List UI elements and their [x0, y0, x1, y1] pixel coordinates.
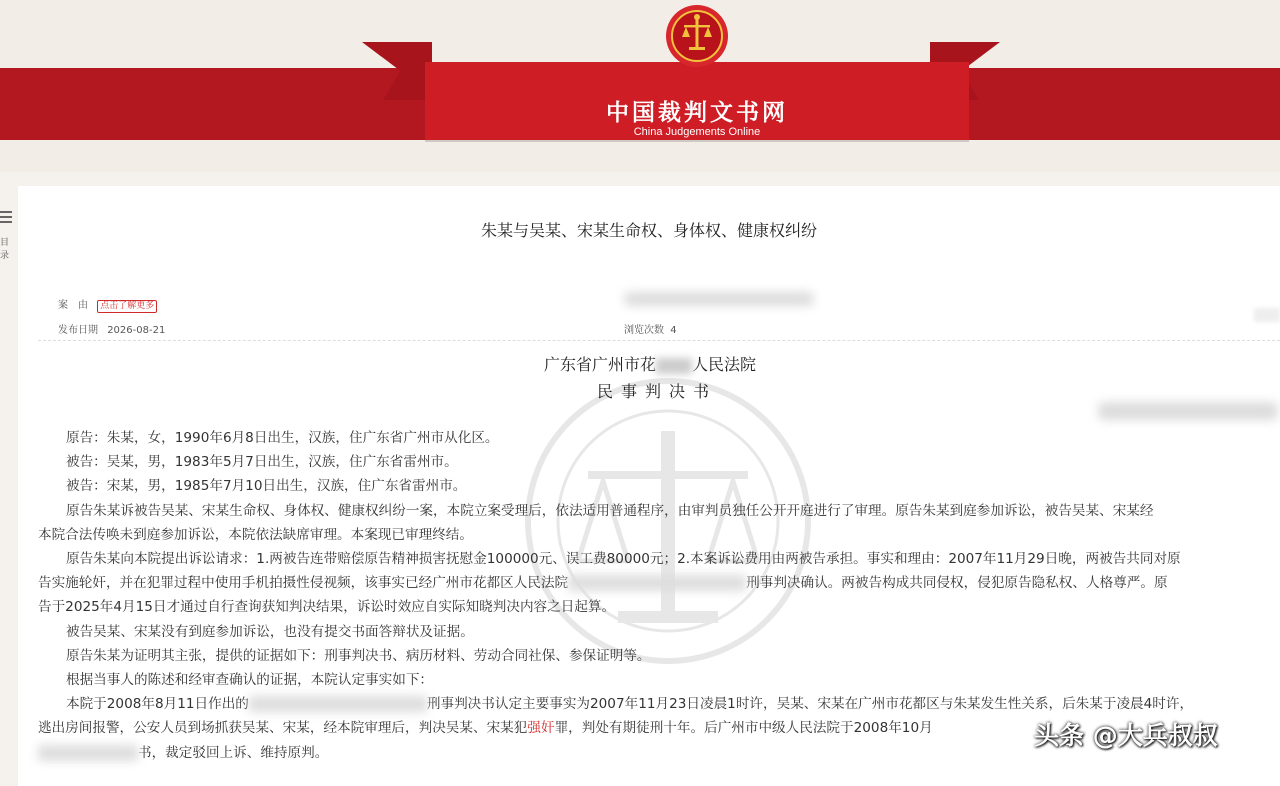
- redacted-case-number: [624, 292, 814, 306]
- paragraph-defendant-2: 被告：宋某，男，1985年7月10日出生，汉族，住广东省雷州市。: [66, 478, 467, 495]
- paragraph-claims-cont: [38, 571, 1280, 595]
- redacted-district: [656, 358, 692, 374]
- findings-text-a: 本院于2008年8月11日作出的: [66, 696, 249, 713]
- share-icon[interactable]: [1254, 308, 1280, 322]
- paragraph-claims: 原告朱某向本院提出诉讼请求：1.两被告连带赔偿原告精神损害抚慰金100000元、误工费80000元；2.本案诉讼费用由两被告承担。事实和理由：2007年11月29日晚，两被告共同对原: [66, 551, 1181, 568]
- site-header: [0, 0, 1280, 172]
- paragraph-procedure: 原告朱某诉被告吴某、宋某生命权、身体权、健康权纠纷一案，本院立案受理后，依法适用普通程序，由审判员独任公开开庭进行了审理。原告朱某到庭参加诉讼，被告吴某、宋某经: [66, 502, 1154, 519]
- menu-icon: [0, 211, 12, 223]
- site-subtitle: China Judgements Online: [633, 126, 761, 138]
- case-cause-row: [58, 296, 157, 313]
- views-row: [624, 321, 677, 336]
- publish-date-value: 2026-08-21: [107, 325, 166, 336]
- court-name: [10, 352, 1280, 375]
- toutiao-watermark: 头条 @大兵叔叔: [1034, 721, 1218, 750]
- views-label: 浏览次数: [624, 325, 664, 336]
- paragraph-plaintiff: 原告：朱某，女，1990年6月8日出生，汉族，住广东省广州市从化区。: [66, 430, 499, 446]
- paragraph-defense: 被告吴某、宋某没有到庭参加诉讼，也没有提交书面答辩状及证据。: [66, 623, 474, 640]
- paragraph-evidence: 原告朱某为证明其主张，提供的证据如下：刑事判决书、病历材料、劳动合同社保、参保证明等。: [66, 647, 651, 664]
- case-title: 朱某与吴某、宋某生命权、身体权、健康权纠纷: [480, 221, 817, 240]
- claims-text-b: 刑事判决确认。两被告构成共同侵权，侵犯原告隐私权、人格尊严。原: [746, 575, 1168, 592]
- side-menu-toggle[interactable]: [0, 205, 14, 261]
- paragraph-claims-end: 告于2025年4月15日才通过自行查询获知判决结果，诉讼时效应自实际知晓判决内容之日起算。: [38, 599, 616, 616]
- highlighted-crime[interactable]: 强奸: [527, 720, 555, 737]
- publish-date-label: 发布日期: [58, 325, 98, 336]
- publish-date-row: [58, 321, 165, 336]
- findings-text-b: 刑事判决书认定主要事实为2007年11月23日凌晨1时许，吴某、宋某在广州市花都区与朱某发生性关系，后朱某于凌晨4时许，: [426, 696, 1194, 713]
- redacted-case-ref: [568, 575, 746, 591]
- redacted-side-info: [1098, 402, 1278, 420]
- redacted-appeal-ref: [38, 745, 138, 761]
- paragraph-findings-intro: 根据当事人的陈述和经审查确认的证据，本院认定事实如下：: [66, 672, 434, 689]
- site-title[interactable]: 中国裁判文书网: [606, 100, 788, 126]
- side-menu-label: 目录: [0, 238, 10, 261]
- paragraph-defendant-1: 被告：吴某，男，1983年5月7日出生，汉族，住广东省雷州市。: [66, 454, 458, 471]
- findings-text-e: 书，裁定驳回上诉、维持原判。: [138, 744, 329, 761]
- redacted-judgment-number: [249, 696, 427, 712]
- court-name-suffix: 人民法院: [692, 355, 757, 374]
- court-name-prefix: 广东省广州市花: [543, 355, 656, 374]
- meta-divider: [38, 340, 1280, 341]
- learn-more-button[interactable]: 点击了解更多: [97, 300, 157, 313]
- document-type: 民事判决书: [596, 382, 717, 401]
- judgment-body: [38, 426, 1280, 765]
- views-count: 4: [670, 325, 677, 336]
- claims-text-a: 告实施轮奸，并在犯罪过程中使用手机拍摄性侵视频，该事实已经广州市花都区人民法院: [38, 575, 569, 592]
- case-cause-label: 案 由: [58, 300, 88, 311]
- paragraph-findings: [38, 692, 1280, 716]
- paragraph-procedure-cont: 本院合法传唤未到庭参加诉讼，本院依法缺席审理。本案现已审理终结。: [38, 526, 473, 543]
- findings-text-c: 逃出房间报警，公安人员到场抓获吴某、宋某，经本院审理后，判决吴某、宋某犯: [38, 720, 528, 737]
- court-emblem-icon[interactable]: [664, 3, 730, 69]
- findings-text-d: 罪，判处有期徒刑十年。后广州市中级人民法院于2008年10月: [554, 720, 933, 737]
- document-panel: [18, 186, 1280, 786]
